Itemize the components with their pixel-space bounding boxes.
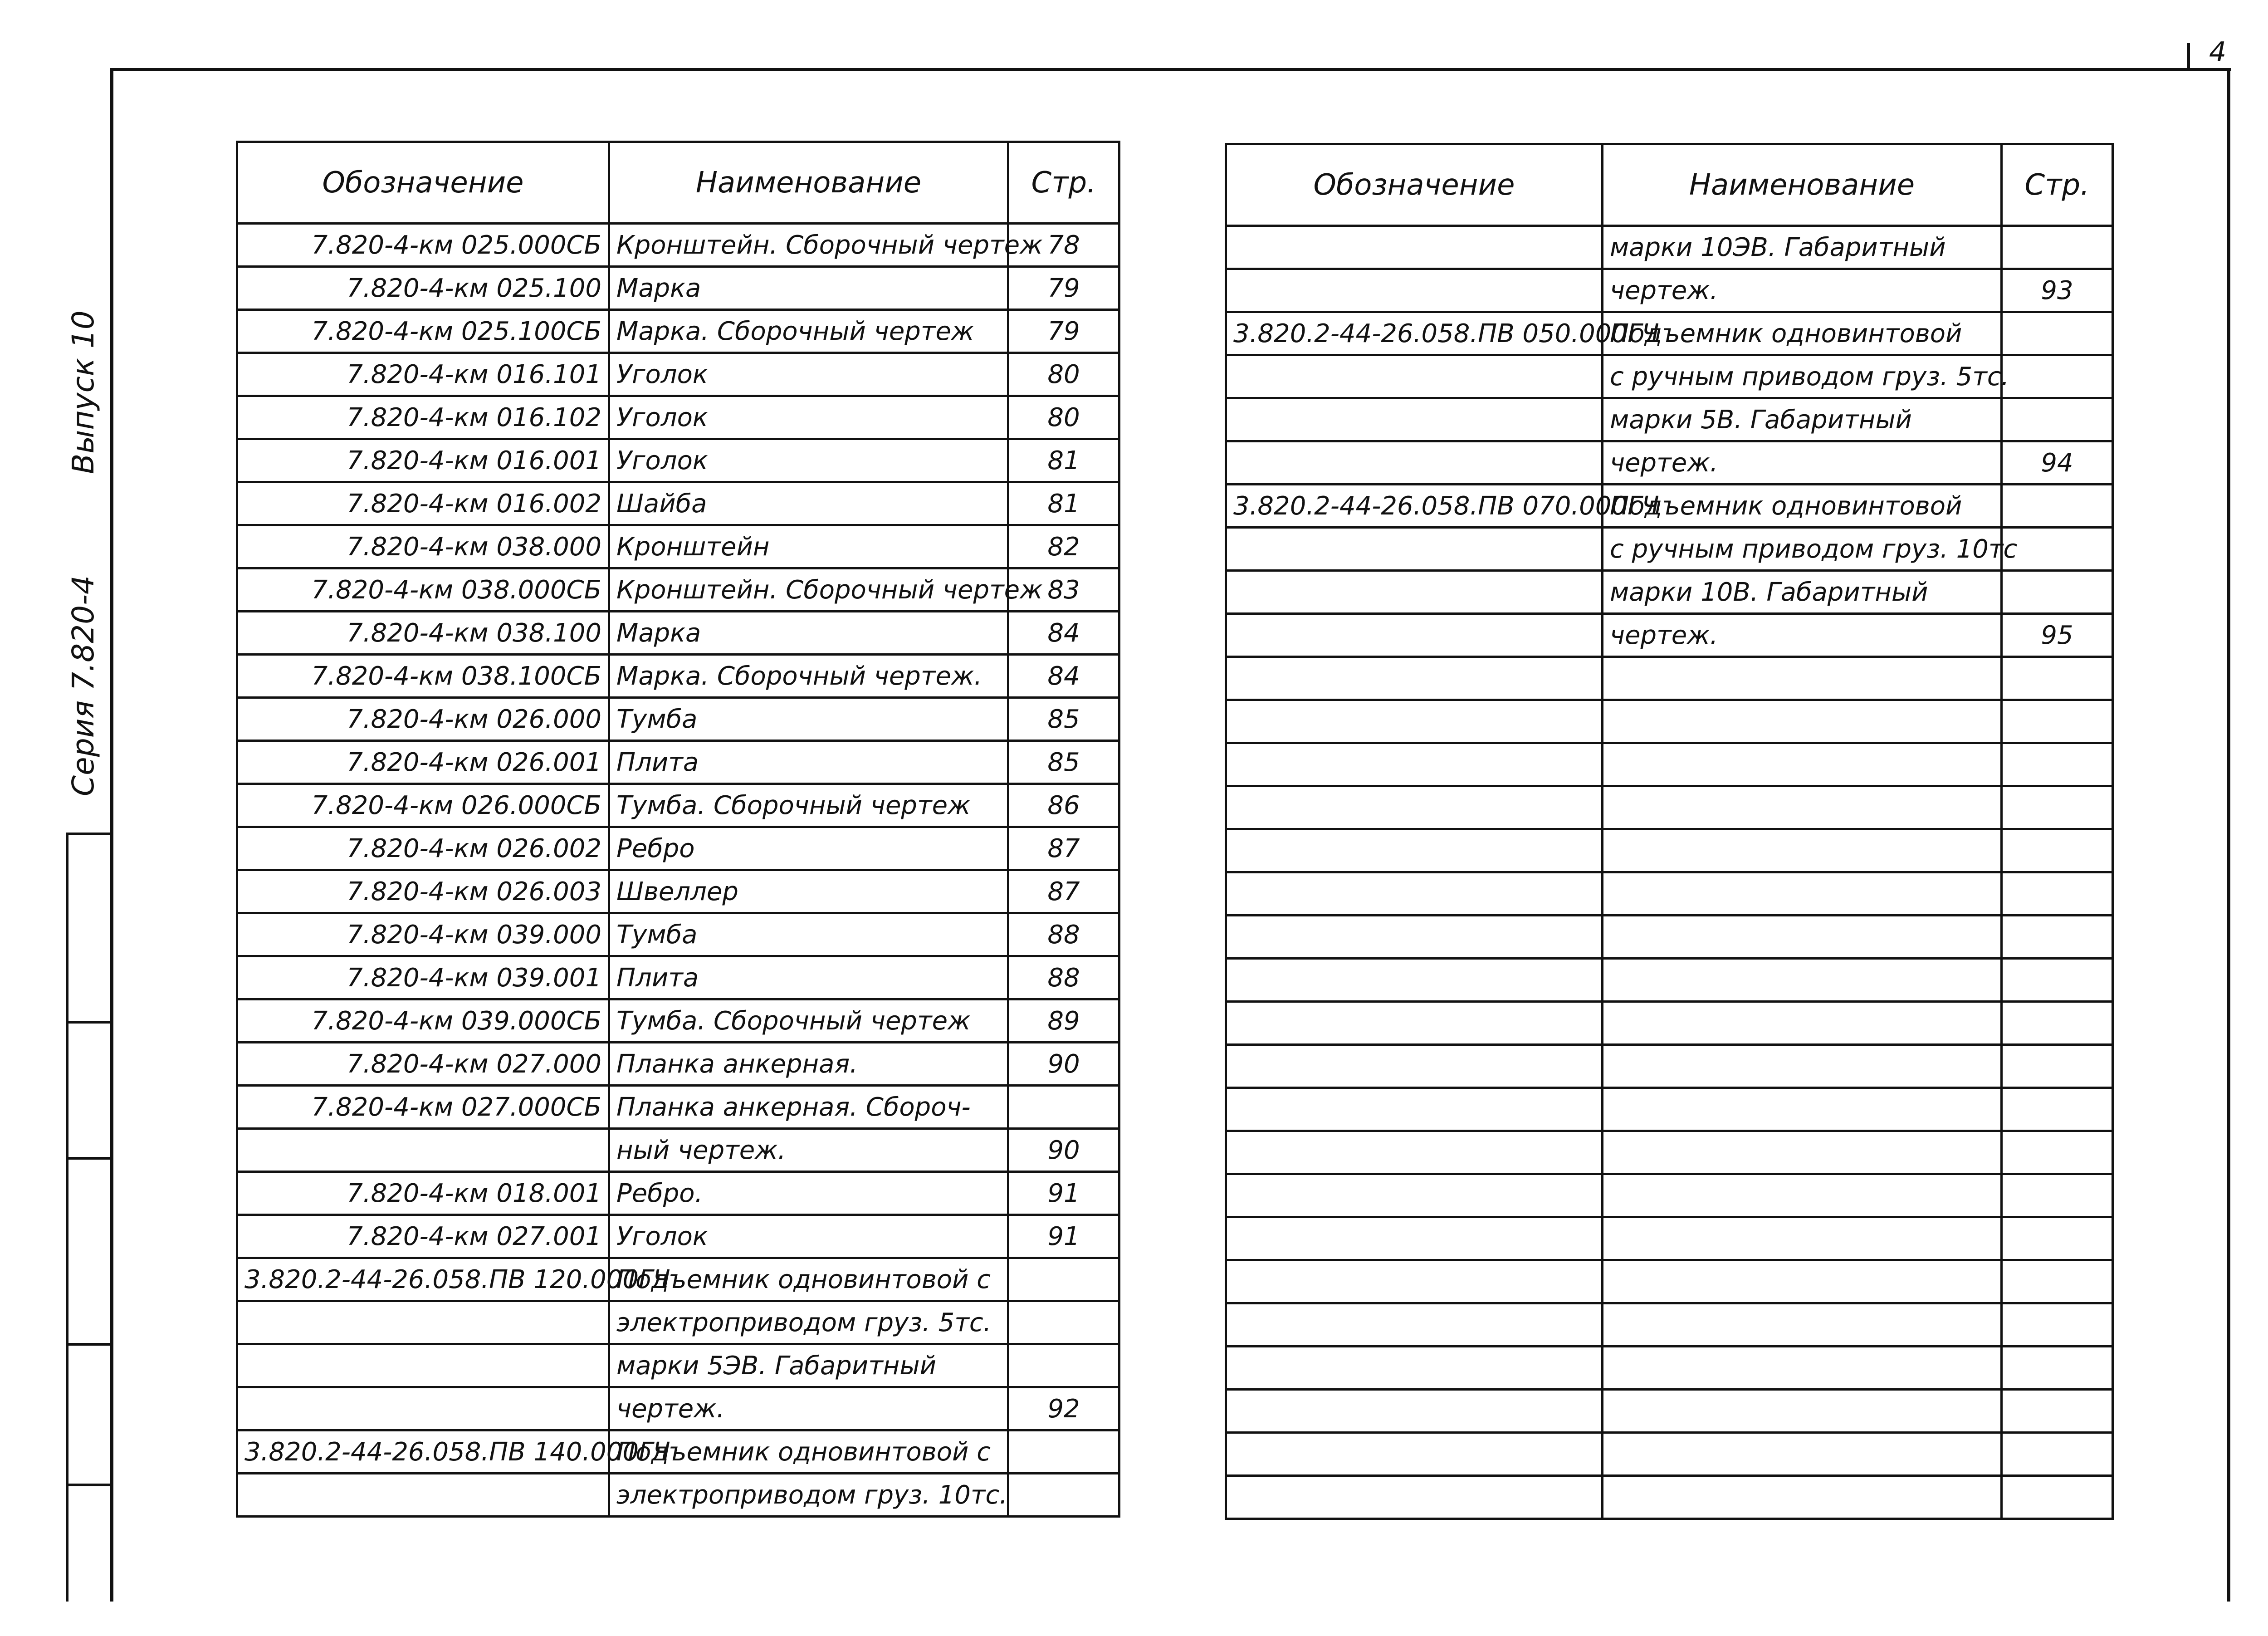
cell-designation: 7.820-4-км 038.100СБ [237,655,609,698]
table-row [237,353,1119,396]
cell-designation [1226,916,1603,959]
cell-name [1603,1045,2002,1088]
cell-page [2002,355,2113,398]
table-row [237,1344,1119,1387]
cell-page: 95 [2002,614,2113,657]
table-row [237,741,1119,784]
table-row [237,1215,1119,1258]
cell-designation: 7.820-4-км 025.000СБ [237,224,609,267]
cell-name: Швеллер [609,870,1008,913]
table-row [237,655,1119,698]
table-row [237,396,1119,439]
cell-designation [1226,398,1603,441]
cell-name [1603,1433,2002,1476]
cell-name [1603,959,2002,1002]
cell-name: Уголок [609,439,1008,482]
table-row [237,1301,1119,1344]
cell-designation [1226,441,1603,485]
table-row [237,224,1119,267]
cell-name [1603,700,2002,743]
cell-page [2002,743,2113,786]
index-table-right-body [1226,226,2113,1519]
cell-page [2002,1476,2113,1519]
cell-designation: 7.820-4-км 026.002 [237,827,609,870]
cell-designation [1226,786,1603,829]
cell-designation [237,1301,609,1344]
cell-designation: 7.820-4-км 039.000 [237,913,609,956]
table-header-row [237,142,1119,224]
cell-name: Подъемник одновинтовой [1603,485,2002,528]
cell-page [2002,916,2113,959]
cell-page [2002,1002,2113,1045]
cell-page: 93 [2002,269,2113,312]
table-row [1226,743,2113,786]
binding-strip-divider [66,1343,113,1346]
table-row [1226,959,2113,1002]
table-row [1226,312,2113,355]
frame-top-line [110,68,2231,71]
cell-page: 79 [1008,310,1119,353]
cell-page [1008,1086,1119,1129]
cell-page [2002,959,2113,1002]
cell-page [2002,1088,2113,1131]
table-row [237,827,1119,870]
cell-name: чертеж. [1603,441,2002,485]
cell-name: Плита [609,741,1008,784]
cell-name: Уголок [609,353,1008,396]
index-table-left [236,141,1120,1518]
cell-page [2002,700,2113,743]
frame-right-line [2227,68,2230,1602]
table-row [1226,1045,2113,1088]
cell-designation: 7.820-4-км 038.100 [237,612,609,655]
cell-designation [1226,1390,1603,1433]
table-row [1226,485,2113,528]
cell-designation: 7.820-4-км 027.000СБ [237,1086,609,1129]
cell-name: Плита [609,956,1008,999]
cell-page: 83 [1008,568,1119,612]
cell-designation [1226,872,1603,916]
cell-name: Ребро. [609,1172,1008,1215]
cell-designation [1226,700,1603,743]
cell-page [2002,1174,2113,1217]
cell-name: Планка анкерная. Сбороч- [609,1086,1008,1129]
cell-page [2002,872,2113,916]
cell-designation [1226,269,1603,312]
table-row [237,482,1119,525]
cell-designation [1226,1260,1603,1303]
table-row [1226,872,2113,916]
cell-designation [1226,614,1603,657]
table-row [1226,700,2113,743]
cell-name [1603,829,2002,872]
table-row [237,310,1119,353]
cell-name: чертеж. [1603,269,2002,312]
cell-page [2002,528,2113,571]
cell-page [1008,1430,1119,1474]
table-row [237,1430,1119,1474]
table-row [1226,1174,2113,1217]
cell-page: 94 [2002,441,2113,485]
cell-page [2002,1303,2113,1347]
cell-name: Тумба [609,913,1008,956]
cell-designation: 7.820-4-км 026.003 [237,870,609,913]
binding-strip-divider [66,833,113,835]
cell-page [2002,1131,2113,1174]
cell-page [2002,1390,2113,1433]
table-row [1226,269,2113,312]
table-row [1226,829,2113,872]
cell-designation [1226,1433,1603,1476]
cell-designation [1226,1131,1603,1174]
cell-name [1603,1476,2002,1519]
cell-name: марки 5В. Габаритный [1603,398,2002,441]
cell-name: Тумба. Сборочный чертеж [609,784,1008,827]
table-row [1226,1260,2113,1303]
cell-page [2002,1347,2113,1390]
table-row [237,1086,1119,1129]
cell-designation: 7.820-4-км 027.000 [237,1043,609,1086]
cell-designation [1226,959,1603,1002]
table-row [1226,1390,2113,1433]
cell-designation [1226,743,1603,786]
cell-name: Марка [609,267,1008,310]
cell-name [1603,743,2002,786]
cell-name: Планка анкерная. [609,1043,1008,1086]
cell-page [1008,1474,1119,1517]
cell-name: электроприводом груз. 10тс. [609,1474,1008,1517]
table-row [237,1129,1119,1172]
cell-page: 90 [1008,1129,1119,1172]
sheet-number: 4 [2209,36,2227,68]
cell-page: 82 [1008,525,1119,568]
header-name: Наименование [1603,144,2002,226]
cell-name: Подъемник одновинтовой [1603,312,2002,355]
cell-page [2002,1045,2113,1088]
cell-page: 84 [1008,655,1119,698]
header-designation: Обозначение [237,142,609,224]
cell-name: Подъемник одновинтовой с [609,1258,1008,1301]
cell-designation [1226,1174,1603,1217]
cell-designation [237,1344,609,1387]
table-row [237,1474,1119,1517]
binding-strip-divider [66,1021,113,1024]
cell-page: 86 [1008,784,1119,827]
cell-designation [1226,571,1603,614]
cell-designation: 7.820-4-км 025.100СБ [237,310,609,353]
cell-page: 80 [1008,396,1119,439]
cell-designation [237,1387,609,1430]
table-row [1226,1433,2113,1476]
table-row [237,1387,1119,1430]
cell-designation [1226,226,1603,269]
cell-name: ный чертеж. [609,1129,1008,1172]
cell-name [1603,1390,2002,1433]
cell-designation: 3.820.2-44-26.058.ПВ 120.000ГЧ [237,1258,609,1301]
cell-designation [1226,1088,1603,1131]
table-row [1226,657,2113,700]
cell-designation: 7.820-4-км 027.001 [237,1215,609,1258]
cell-designation [1226,1002,1603,1045]
cell-name: Тумба. Сборочный чертеж [609,999,1008,1043]
cell-designation: 3.820.2-44-26.058.ПВ 140.000ГЧ [237,1430,609,1474]
cell-name: Ребро [609,827,1008,870]
cell-name [1603,916,2002,959]
table-row [237,568,1119,612]
cell-name: Тумба [609,698,1008,741]
table-row [1226,1303,2113,1347]
cell-page [1008,1344,1119,1387]
table-row [1226,1347,2113,1390]
cell-name: с ручным приводом груз. 5тс. [1603,355,2002,398]
cell-page: 81 [1008,439,1119,482]
cell-page: 85 [1008,741,1119,784]
cell-page: 78 [1008,224,1119,267]
table-row [1226,1131,2113,1174]
cell-page [2002,485,2113,528]
table-row [237,999,1119,1043]
table-row [1226,614,2113,657]
table-row [237,1172,1119,1215]
cell-page [2002,829,2113,872]
cell-designation: 7.820-4-км 038.000СБ [237,568,609,612]
cell-page [2002,1433,2113,1476]
cell-designation [1226,1347,1603,1390]
table-row [1226,1002,2113,1045]
cell-name: чертеж. [609,1387,1008,1430]
cell-designation [1226,1303,1603,1347]
cell-page: 91 [1008,1215,1119,1258]
cell-designation: 7.820-4-км 026.000СБ [237,784,609,827]
table-row [1226,786,2113,829]
cell-name [1603,1088,2002,1131]
header-name: Наименование [609,142,1008,224]
cell-name: Подъемник одновинтовой с [609,1430,1008,1474]
cell-page [2002,657,2113,700]
cell-name: Уголок [609,396,1008,439]
cell-designation: 7.820-4-км 016.002 [237,482,609,525]
cell-page: 91 [1008,1172,1119,1215]
table-row [1226,1088,2113,1131]
cell-page: 89 [1008,999,1119,1043]
cell-name [1603,1174,2002,1217]
cell-page: 80 [1008,353,1119,396]
cell-name [1603,1303,2002,1347]
cell-designation: 7.820-4-км 038.000 [237,525,609,568]
table-row [1226,571,2113,614]
table-row [237,267,1119,310]
cell-page [1008,1301,1119,1344]
table-row [237,956,1119,999]
header-page: Стр. [1008,142,1119,224]
cell-page [2002,312,2113,355]
cell-page [2002,1217,2113,1260]
cell-designation: 7.820-4-км 018.001 [237,1172,609,1215]
cell-page: 87 [1008,870,1119,913]
cell-name: Уголок [609,1215,1008,1258]
cell-page: 90 [1008,1043,1119,1086]
table-row [237,784,1119,827]
table-row [1226,1476,2113,1519]
cell-designation: 7.820-4-км 025.100 [237,267,609,310]
cell-page: 92 [1008,1387,1119,1430]
table-row [237,439,1119,482]
table-row [237,525,1119,568]
series-label: Серия 7.820-4 [66,575,101,796]
cell-page [2002,398,2113,441]
index-table-right [1225,143,2114,1520]
table-row [1226,528,2113,571]
cell-designation [1226,829,1603,872]
table-header-row [1226,144,2113,226]
cell-designation [1226,528,1603,571]
table-row [237,698,1119,741]
cell-designation: 7.820-4-км 026.000 [237,698,609,741]
cell-name [1603,786,2002,829]
table-row [1226,398,2113,441]
cell-name: марки 10ЭВ. Габаритный [1603,226,2002,269]
cell-name [1603,1347,2002,1390]
cell-page: 88 [1008,913,1119,956]
cell-designation: 7.820-4-км 016.101 [237,353,609,396]
sheet-number-divider [2187,43,2190,70]
cell-name: марки 5ЭВ. Габаритный [609,1344,1008,1387]
binding-strip-divider [66,1484,113,1486]
cell-page [1008,1258,1119,1301]
cell-name: Кронштейн. Сборочный чертеж [609,224,1008,267]
cell-designation: 7.820-4-км 039.000СБ [237,999,609,1043]
cell-designation [1226,1217,1603,1260]
cell-page [2002,1260,2113,1303]
cell-name [1603,872,2002,916]
cell-page [2002,226,2113,269]
cell-page: 81 [1008,482,1119,525]
cell-page: 79 [1008,267,1119,310]
cell-name: Марка. Сборочный чертеж. [609,655,1008,698]
cell-page: 87 [1008,827,1119,870]
table-row [237,612,1119,655]
table-row [237,1258,1119,1301]
cell-name: чертеж. [1603,614,2002,657]
cell-designation [237,1129,609,1172]
cell-name [1603,657,2002,700]
issue-label: Выпуск 10 [66,310,101,474]
cell-name [1603,1002,2002,1045]
binding-strip-divider [66,1157,113,1160]
cell-name: Шайба [609,482,1008,525]
table-row [1226,916,2113,959]
cell-designation: 7.820-4-км 039.001 [237,956,609,999]
cell-page: 85 [1008,698,1119,741]
cell-page [2002,786,2113,829]
cell-designation [237,1474,609,1517]
cell-name: Марка. Сборочный чертеж [609,310,1008,353]
cell-designation: 7.820-4-км 026.001 [237,741,609,784]
table-row [1226,441,2113,485]
table-row [237,1043,1119,1086]
header-page: Стр. [2002,144,2113,226]
table-row [1226,226,2113,269]
cell-designation: 3.820.2-44-26.058.ПВ 070.000ГЧ [1226,485,1603,528]
table-row [237,913,1119,956]
cell-name: с ручным приводом груз. 10тс [1603,528,2002,571]
cell-name: электроприводом груз. 5тс. [609,1301,1008,1344]
table-row [1226,1217,2113,1260]
table-row [237,870,1119,913]
table-row [1226,355,2113,398]
cell-designation: 3.820.2-44-26.058.ПВ 050.000ГЧ [1226,312,1603,355]
cell-designation [1226,1045,1603,1088]
index-table-left-body [237,224,1119,1517]
cell-name [1603,1260,2002,1303]
cell-designation [1226,657,1603,700]
cell-name: Кронштейн. Сборочный чертеж [609,568,1008,612]
cell-designation [1226,1476,1603,1519]
cell-designation: 7.820-4-км 016.001 [237,439,609,482]
cell-page: 88 [1008,956,1119,999]
cell-name [1603,1131,2002,1174]
cell-name [1603,1217,2002,1260]
cell-name: Марка [609,612,1008,655]
header-designation: Обозначение [1226,144,1603,226]
cell-designation: 7.820-4-км 016.102 [237,396,609,439]
cell-page: 84 [1008,612,1119,655]
cell-page [2002,571,2113,614]
cell-name: Кронштейн [609,525,1008,568]
cell-name: марки 10В. Габаритный [1603,571,2002,614]
cell-designation [1226,355,1603,398]
